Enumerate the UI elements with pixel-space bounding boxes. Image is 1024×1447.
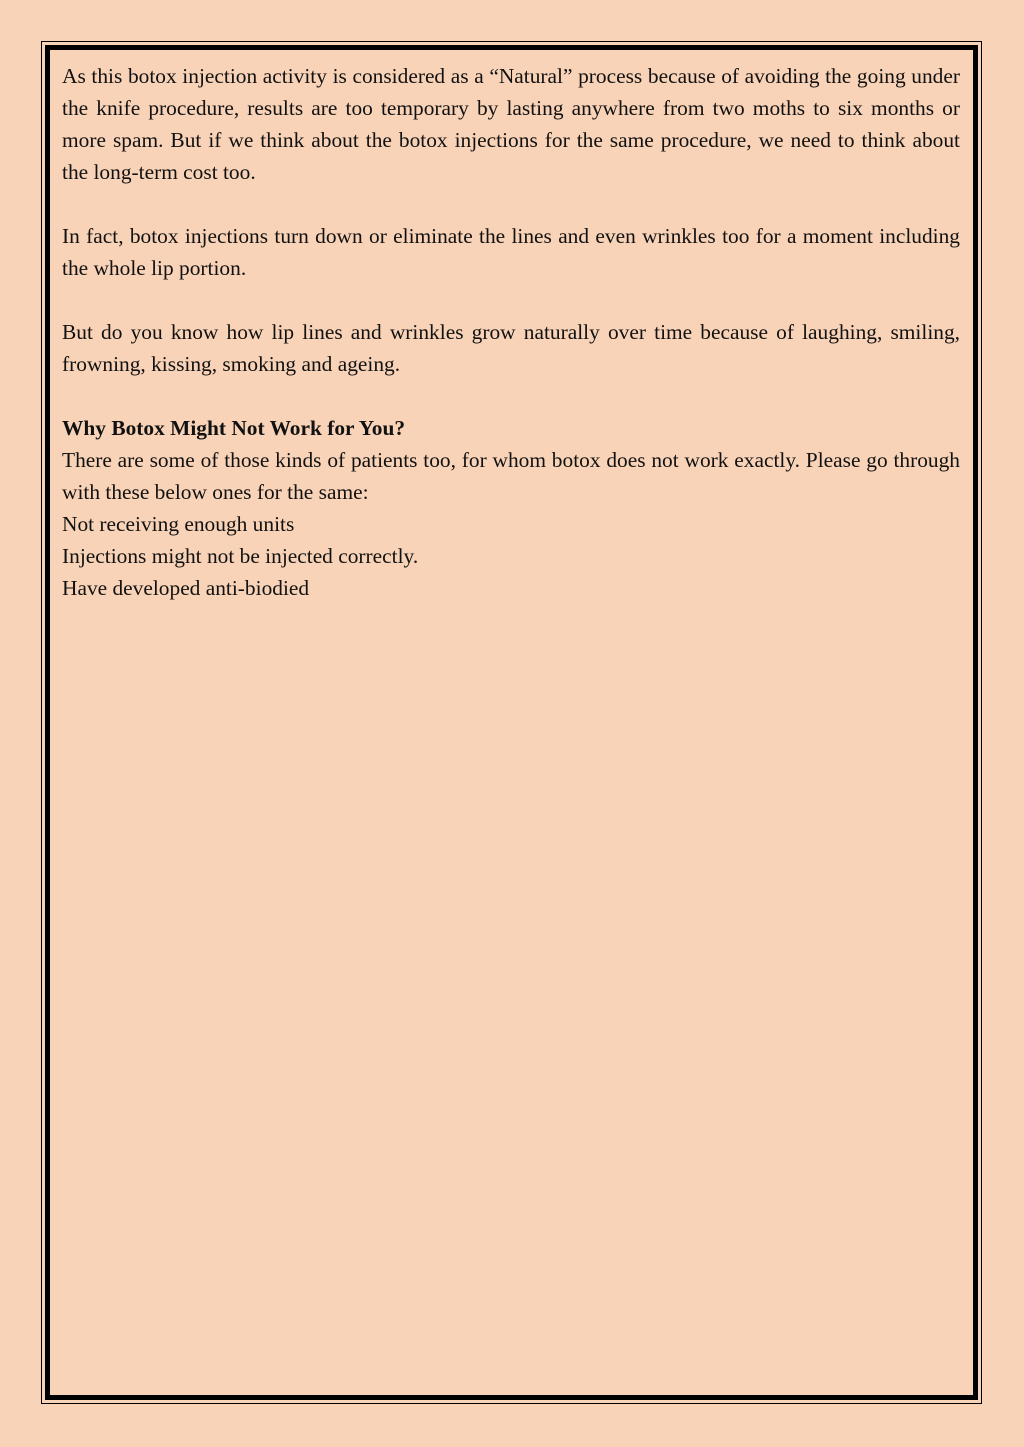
list-item: Have developed anti-biodied bbox=[62, 576, 310, 600]
paragraph-lip-lines: But do you know how lip lines and wrinkles grow naturally over time because of laughing, smiling, frowning, kissing, smoking and ageing. bbox=[62, 320, 960, 376]
paragraph-botox-effect: In fact, botox injections turn down or eliminate the lines and even wrinkles too for a moment including the whole lip portion. bbox=[62, 224, 960, 280]
section-heading: Why Botox Might Not Work for You? bbox=[62, 416, 406, 440]
list-item: Not receiving enough units bbox=[62, 512, 295, 536]
document-body bbox=[62, 60, 960, 604]
section-intro: There are some of those kinds of patients too, for whom botox does not work exactly. Please go through with these below ones for the same: bbox=[62, 448, 960, 504]
paragraph-natural-process: As this botox injection activity is considered as a “Natural” process because of avoiding the going under the knife procedure, results are too temporary by lasting anywhere from two moths to six months or more spam. But if we think about the botox injections for the same procedure, we need to think about the long-term cost too. bbox=[62, 64, 960, 184]
section-why-botox-fails bbox=[62, 412, 960, 604]
list-item: Injections might not be injected correctly. bbox=[62, 544, 419, 568]
